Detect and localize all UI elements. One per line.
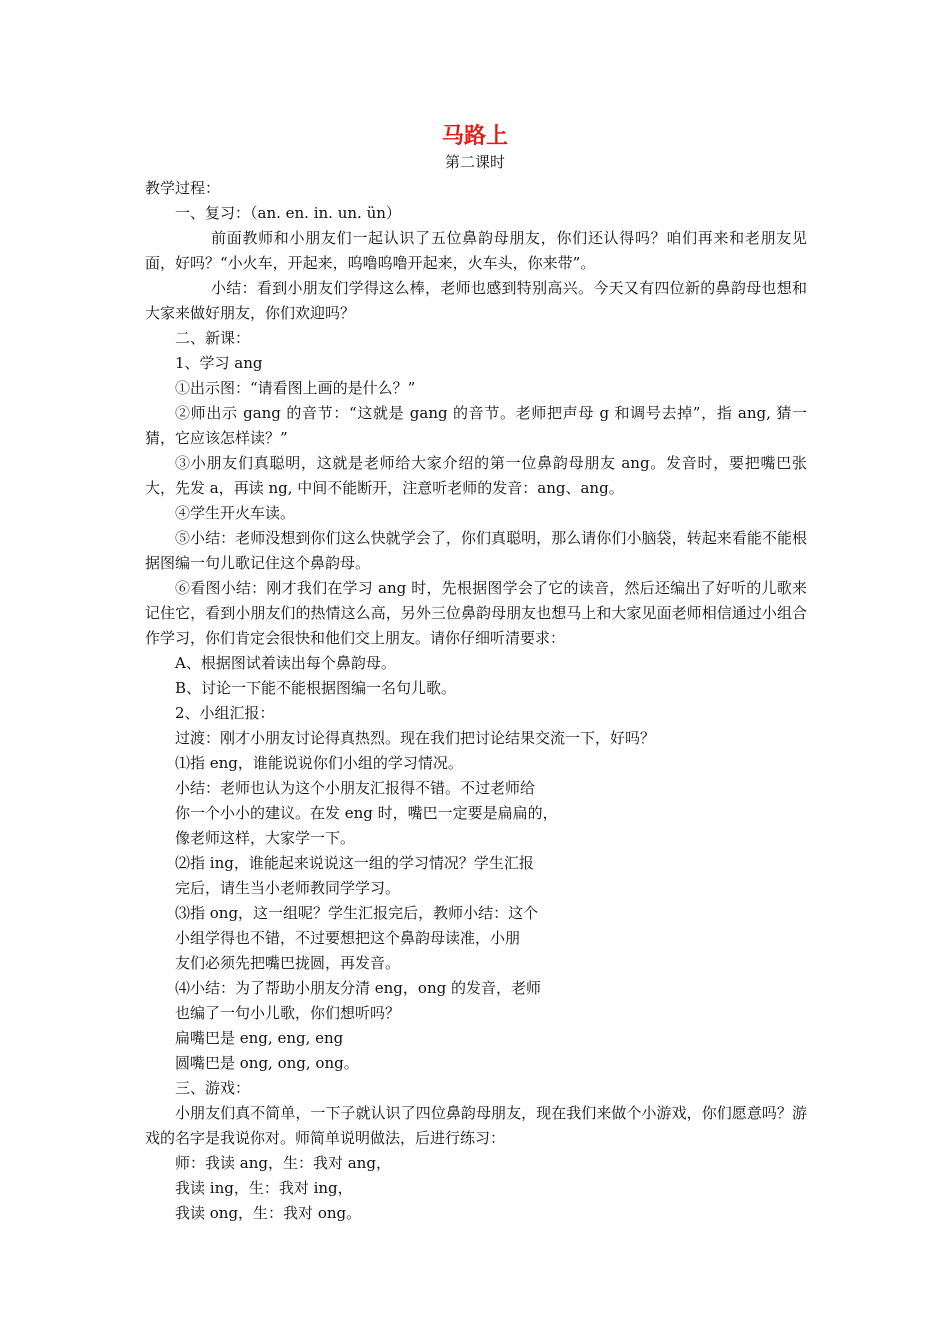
text-line: 我读 ing，生：我对 ing，	[175, 1179, 353, 1197]
text-line: 前面教师和小朋友们一起认识了五位鼻韵母朋友，你们还认得吗？咱们再来和老朋友见面，好吗？“小火车，开起来，呜噜呜噜开起来，火车头，你来带”。	[145, 229, 807, 272]
text-line: 一、复习：（an. en. in. un. ün）	[175, 204, 401, 222]
text-line: 像老师这样，大家学一下。	[175, 829, 356, 847]
text-line: 1、学习 ang	[175, 354, 263, 372]
text-line: ⑤小结：老师没想到你们这么快就学会了，你们真聪明，那么请你们小脑袋，转起来看能不能根据图编一句儿歌记住这个鼻韵母。	[145, 529, 807, 572]
text-line: 师：我读 ang，生：我对 ang，	[175, 1154, 391, 1172]
text-line: 三、游戏：	[175, 1079, 251, 1097]
text-line: 二、新课：	[175, 329, 251, 347]
text-line: 也编了一句小儿歌，你们想听吗？	[175, 1004, 401, 1022]
text-line: ⑥看图小结：刚才我们在学习 ang 时，先根据图学会了它的读音，然后还编出了好听的儿歌来记住它，看到小朋友们的热情这么高，另外三位鼻韵母朋友也想马上和大家见面老师相信通过小组合作学习，你们肯定会很快和他们交上朋友。请你仔细听清要求：	[145, 579, 807, 647]
text-line: ⑴指 eng，谁能说说你们小组的学习情况。	[175, 754, 463, 772]
text-line: ⑶指 ong，这一组呢？学生汇报完后，教师小结：这个	[175, 904, 539, 922]
document-body	[145, 176, 807, 1226]
text-line: ⑵指 ing，谁能起来说说这一组的学习情况？学生汇报	[175, 854, 534, 872]
text-line: 过渡：刚才小朋友讨论得真热烈。现在我们把讨论结果交流一下，好吗？	[175, 729, 656, 747]
text-line: 友们必须先把嘴巴拢圆，再发音。	[175, 954, 401, 972]
text-line: 圆嘴巴是 ong, ong, ong。	[175, 1054, 359, 1072]
text-line: ①出示图：“请看图上画的是什么？”	[175, 379, 416, 397]
text-line: 我读 ong，生：我对 ong。	[175, 1204, 362, 1222]
text-line: 完后，请生当小老师教同学学习。	[175, 879, 401, 897]
text-line: ⑷小结：为了帮助小朋友分清 eng，ong 的发音，老师	[175, 979, 541, 997]
text-line: ③小朋友们真聪明，这就是老师给大家介绍的第一位鼻韵母朋友 ang。发音时，要把嘴巴张大，先发 a，再读 ng, 中间不能断开，注意听老师的发音：ang、ang。	[145, 454, 807, 497]
page-subtitle: 第二课时	[444, 153, 505, 171]
text-line: 教学过程：	[145, 179, 221, 197]
text-line: 2、小组汇报：	[175, 704, 275, 722]
text-line: ②师出示 gang 的音节：“这就是 gang 的音节。老师把声母 g 和调号去掉”，指 ang, 猜一猜，它应该怎样读？”	[145, 404, 807, 447]
text-line: B、讨论一下能不能根据图编一名句儿歌。	[175, 679, 457, 697]
text-line: 小朋友们真不简单，一下子就认识了四位鼻韵母朋友，现在我们来做个小游戏，你们愿意吗？游戏的名字是我说你对。师简单说明做法，后进行练习：	[145, 1104, 807, 1147]
text-line: 小组学得也不错，不过要想把这个鼻韵母读准，小朋	[175, 929, 521, 947]
text-line: 小结：老师也认为这个小朋友汇报得不错。不过老师给	[175, 779, 536, 797]
text-line: 小结：看到小朋友们学得这么棒，老师也感到特别高兴。今天又有四位新的鼻韵母也想和大家来做好朋友，你们欢迎吗？	[145, 279, 807, 322]
text-line: 你一个小小的建议。在发 eng 时，嘴巴一定要是扁扁的，	[175, 804, 558, 822]
text-line: A、根据图试着读出每个鼻韵母。	[175, 654, 396, 672]
page-title: 马路上	[441, 123, 508, 149]
text-line: ④学生开火车读。	[175, 504, 296, 522]
text-line: 扁嘴巴是 eng, eng, eng	[175, 1029, 344, 1047]
